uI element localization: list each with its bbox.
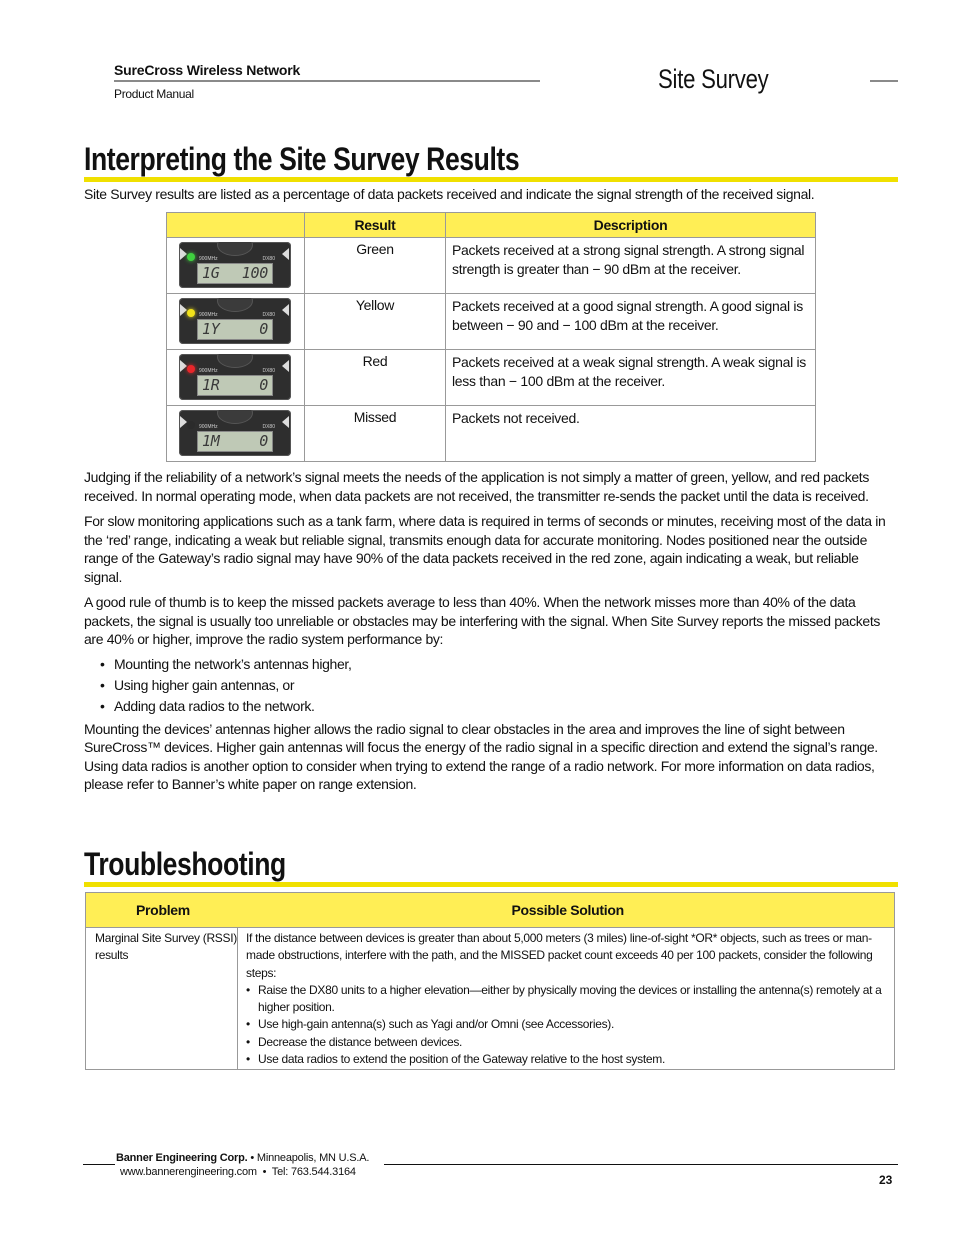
footer-location: Minneapolis, MN U.S.A. xyxy=(256,1152,370,1164)
paragraph-antennas: Mounting the devices’ antennas higher allows the radio signal to clear obstacles in the area and improves the line of sight between SureCross™ devices. Higher gain antennas will focus the energy of the radio signal in a specific direction and extend the signal’s range. Using data radios is another option to consider when trying to extend the range of a radio network. For more information on data radios, please refer to Banner’s white paper on range extension. xyxy=(84,720,878,792)
results-header-row xyxy=(167,213,816,238)
lcd-channel: 1G xyxy=(202,264,220,282)
list-item: • Use high-gain antenna(s) such as Yagi and/or Omni (see Accessories). xyxy=(246,1016,888,1033)
button-left-icon xyxy=(180,248,187,260)
header-image-cell xyxy=(167,213,305,238)
header-result: Result xyxy=(305,213,446,238)
model-label: DX80 xyxy=(262,368,275,374)
heading-rule xyxy=(84,177,898,182)
device-image-cell xyxy=(167,294,305,350)
interpreting-heading: Interpreting the Site Survey Results xyxy=(84,141,520,177)
frequency-label: 900MHz xyxy=(199,256,218,262)
footer-separator: • xyxy=(250,1152,257,1164)
button-right-icon xyxy=(282,248,289,260)
intro-paragraph: Site Survey results are listed as a percentage of data packets received and indicate the signal strength of the received signal. xyxy=(84,186,815,202)
header-solution: Possible Solution xyxy=(238,893,895,928)
model-label: DX80 xyxy=(262,256,275,262)
button-right-icon xyxy=(282,416,289,428)
list-item: • Adding data radios to the network. xyxy=(100,696,880,717)
footer-website: www.bannerengineering.com xyxy=(120,1166,257,1178)
problem-cell: Marginal Site Survey (RSSI) results xyxy=(86,928,238,1070)
result-cell: Green xyxy=(305,238,446,294)
led-indicator xyxy=(187,253,195,261)
device-display xyxy=(179,242,291,288)
frequency-label: 900MHz xyxy=(199,312,218,318)
manual-subtitle: Product Manual xyxy=(114,87,194,101)
table-row xyxy=(86,928,895,1070)
troubleshooting-header-row xyxy=(86,893,895,928)
lcd-value: 0 xyxy=(259,320,268,338)
lcd-channel: 1Y xyxy=(202,320,220,338)
lcd-channel: 1M xyxy=(202,432,220,450)
description-cell: Packets received at a weak signal strength. A weak signal is less than − 100 dBm at the receiver. xyxy=(446,350,816,406)
list-item: • Decrease the distance between devices. xyxy=(246,1034,888,1051)
lcd-value: 0 xyxy=(259,376,268,394)
lcd-screen xyxy=(197,263,273,284)
troubleshooting-heading: Troubleshooting xyxy=(84,846,286,882)
button-left-icon xyxy=(180,304,187,316)
lcd-value: 0 xyxy=(259,432,268,450)
device-image-cell xyxy=(167,350,305,406)
lcd-screen xyxy=(197,431,273,452)
list-item: • Mounting the network’s antennas higher, xyxy=(100,654,880,675)
button-left-icon xyxy=(180,360,187,372)
lcd-screen xyxy=(197,319,273,340)
result-cell: Red xyxy=(305,350,446,406)
section-title: Site Survey xyxy=(658,64,769,94)
list-item: • Raise the DX80 units to a higher elevation—either by physically moving the devices or installing the antenna(s) remotely at a higher position. xyxy=(246,982,888,1017)
device-knob xyxy=(217,242,253,256)
device-display xyxy=(179,354,291,400)
button-right-icon xyxy=(282,304,289,316)
footer-separator: • xyxy=(259,1166,272,1178)
table-row xyxy=(167,350,816,406)
solution-intro: If the distance between devices is greater than about 5,000 meters (3 miles) line-of-sight *OR* objects, such as trees or man-made obstructions, interfere with the path, and the MISSED packet count exceeds 40 per 100 packets, consider the following steps: xyxy=(246,931,873,980)
list-item: • Use data radios to extend the position of the Gateway relative to the host system. xyxy=(246,1051,888,1068)
footer-company-line xyxy=(116,1152,369,1164)
device-display xyxy=(179,298,291,344)
page-number: 23 xyxy=(879,1173,893,1187)
lcd-value: 100 xyxy=(241,264,268,282)
device-image-cell xyxy=(167,406,305,462)
lcd-screen xyxy=(197,375,273,396)
paragraph-slow-monitoring: For slow monitoring applications such as a tank farm, where data is required in terms of seconds or minutes, receiving most of the data in the ‘red’ range, indicating a weak but reliable signal, transmits enough data for accurate monitoring. Nodes positioned near the outside range of the Gateway’s radio signal may have 90% of the data packets received in the red zone, again indicating a weak, but reliable signal. xyxy=(84,513,886,585)
improvement-list xyxy=(100,654,880,717)
led-indicator xyxy=(187,421,195,429)
footer-rule-left xyxy=(83,1164,115,1165)
table-row xyxy=(167,238,816,294)
table-row xyxy=(167,294,816,350)
footer-contact-line xyxy=(120,1166,356,1178)
solution-steps xyxy=(246,982,888,1068)
description-cell: Packets received at a strong signal strength. A strong signal strength is greater than − 90 dBm at the receiver. xyxy=(446,238,816,294)
device-knob xyxy=(217,354,253,368)
frequency-label: 900MHz xyxy=(199,424,218,430)
header-rule xyxy=(114,80,540,82)
device-knob xyxy=(217,410,253,424)
table-row xyxy=(167,406,816,462)
result-cell: Yellow xyxy=(305,294,446,350)
frequency-label: 900MHz xyxy=(199,368,218,374)
button-left-icon xyxy=(180,416,187,428)
troubleshooting-table xyxy=(85,892,895,1070)
button-right-icon xyxy=(282,360,289,372)
led-indicator xyxy=(187,365,195,373)
header-rule-right xyxy=(870,80,898,82)
header-description: Description xyxy=(446,213,816,238)
description-cell: Packets received at a good signal strength. A good signal is between − 90 and − 100 dBm at the receiver. xyxy=(446,294,816,350)
footer-rule xyxy=(384,1164,898,1165)
body-text xyxy=(84,468,898,794)
footer-tel: Tel: 763.544.3164 xyxy=(271,1166,356,1178)
paragraph-reliability: Judging if the reliability of a network’s signal meets the needs of the application is not simply a matter of green, yellow, and red packets received. In normal operating mode, when data packets are not received, the transmitter re-sends the packet until the data is received. xyxy=(84,469,869,504)
header-problem: Problem xyxy=(86,893,238,928)
led-indicator xyxy=(187,309,195,317)
results-table xyxy=(166,212,816,462)
heading-rule xyxy=(84,882,898,887)
paragraph-rule-of-thumb: A good rule of thumb is to keep the missed packets average to less than 40%. When the network misses more than 40% of the data packets, the signal is usually too unreliable or obstacles may be interfering with the signal. When Site Survey reports the missed packets are 40% or higher, improve the radio system performance by: xyxy=(84,594,881,647)
lcd-channel: 1R xyxy=(202,376,220,394)
result-cell: Missed xyxy=(305,406,446,462)
device-knob xyxy=(217,298,253,312)
solution-cell xyxy=(238,928,895,1070)
model-label: DX80 xyxy=(262,312,275,318)
device-image-cell xyxy=(167,238,305,294)
model-label: DX80 xyxy=(262,424,275,430)
list-item: • Using higher gain antennas, or xyxy=(100,675,880,696)
description-cell: Packets not received. xyxy=(446,406,816,462)
footer-company: Banner Engineering Corp. xyxy=(116,1152,248,1164)
device-display xyxy=(179,410,291,456)
manual-title: SureCross Wireless Network xyxy=(114,62,301,78)
